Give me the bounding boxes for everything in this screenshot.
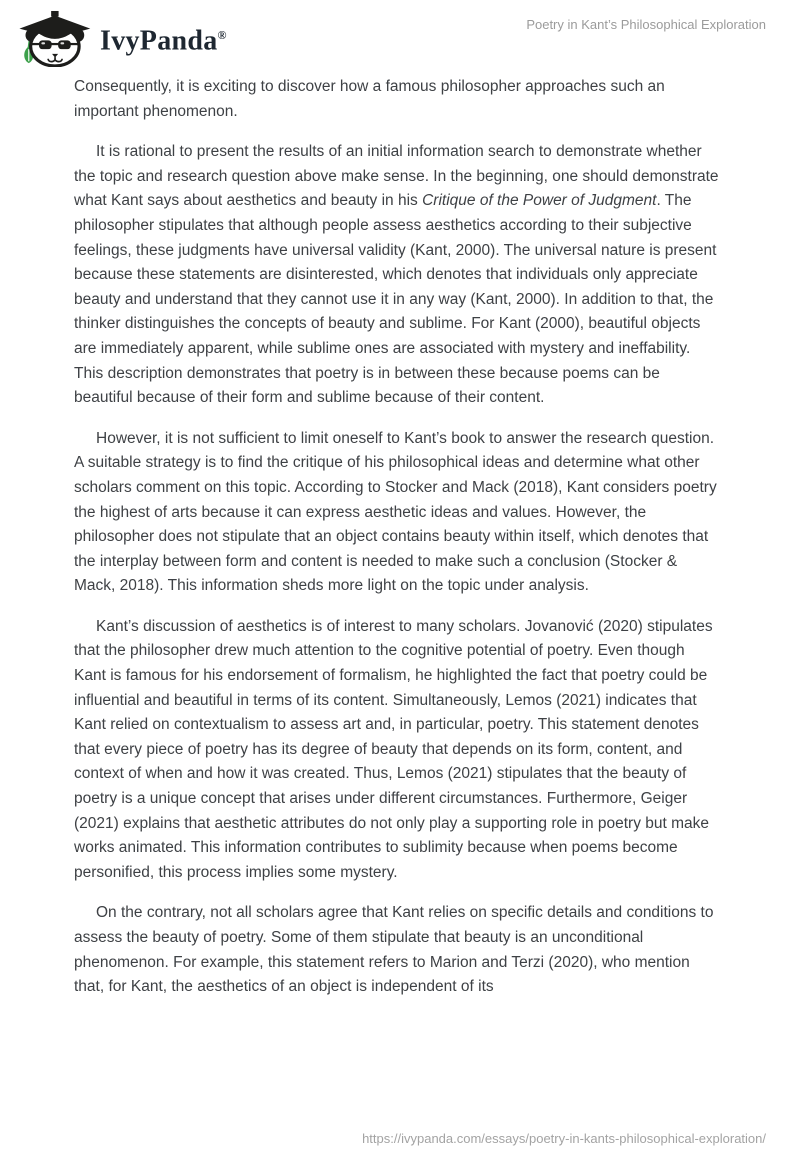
paragraph [74,75,720,124]
paragraph-text: Kant’s discussion of aesthetics is of interest to many scholars. Jovanović (2020) stipulates that the philosopher drew much attention to the cognitive potential of poetry. Even though Kant is famous for his endorsement of formalism, he highlighted the fact that poetry could be influential and beautiful in terms of its content. Simultaneously, Lemos (2021) indicates that Kant relied on contextualism to assess art and, in particular, poetry. This statement denotes that every piece of poetry has its degree of beauty that depends on its form, content, and context of when and how it was created. Thus, Lemos (2021) stipulates that the beauty of poetry is a unique concept that arises under different circumstances. Furthermore, Geiger (2021) explains that aesthetic attributes do not only play a supporting role in poetry but make works animated. This information contributes to sublimity because when poems become personified, this process implies some mystery. [74,617,713,881]
essay-body [74,75,720,1016]
paragraph-text: It is rational to present the results of an initial information search to demonstrate whether the topic and research question above make sense. In the beginning, one should demonstrate what Kant says about aesthetics and beauty in his [74,143,719,210]
paragraph-text: However, it is not sufficient to limit oneself to Kant’s book to answer the research question. A suitable strategy is to find the critique of his philosophical ideas and determine what other scholars comment on this topic. According to Stocker and Mack (2018), Kant considers poetry the highest of arts because it can express aesthetic ideas and values. However, the philosopher does not stipulate that an object contains beauty within itself, which denotes that the interplay between form and content is needed to make such a conclusion (Stocker & Mack, 2018). This information sheds more light on the topic under analysis. [74,429,717,595]
page-header [12,6,766,70]
source-url: https://ivypanda.com/essays/poetry-in-kants-philosophical-exploration/ [362,1131,766,1146]
ivypanda-panda-logo-icon [12,9,94,67]
paragraph-text: Consequently, it is exciting to discover how a famous philosopher approaches such an important phenomenon. [74,78,665,120]
italic-book-title: Critique of the Power of Judgment [422,192,657,210]
paragraph [74,901,720,999]
brand-name [100,6,227,70]
document-title: Poetry in Kant’s Philosophical Exploration [526,17,766,32]
registered-mark: ® [217,28,227,42]
paragraph [74,427,720,599]
paragraph-text: On the contrary, not all scholars agree that Kant relies on specific details and conditions to assess the beauty of poetry. Some of them stipulate that beauty is an unconditional phenomenon. For example, this statement refers to Marion and Terzi (2020), who mention that, for Kant, the aesthetics of an object is independent of its [74,904,714,996]
brand-text: IvyPanda [100,25,218,57]
paragraph [74,140,720,411]
paragraph-text: . The philosopher stipulates that although people assess aesthetics according to their subjective feelings, these judgments have universal validity (Kant, 2000). The universal nature is present because these statements are disinterested, which denotes that individuals only appreciate beauty and understand that they cannot use it in any way (Kant, 2000). In addition to that, the thinker distinguishes the concepts of beauty and sublime. For Kant (2000), beautiful objects are immediately apparent, while sublime ones are associated with mystery and ineffability. This description demonstrates that poetry is in between these because poems can be beautiful because of their form and sublime because of their content. [74,192,717,407]
paragraph [74,615,720,886]
brand [12,6,227,70]
